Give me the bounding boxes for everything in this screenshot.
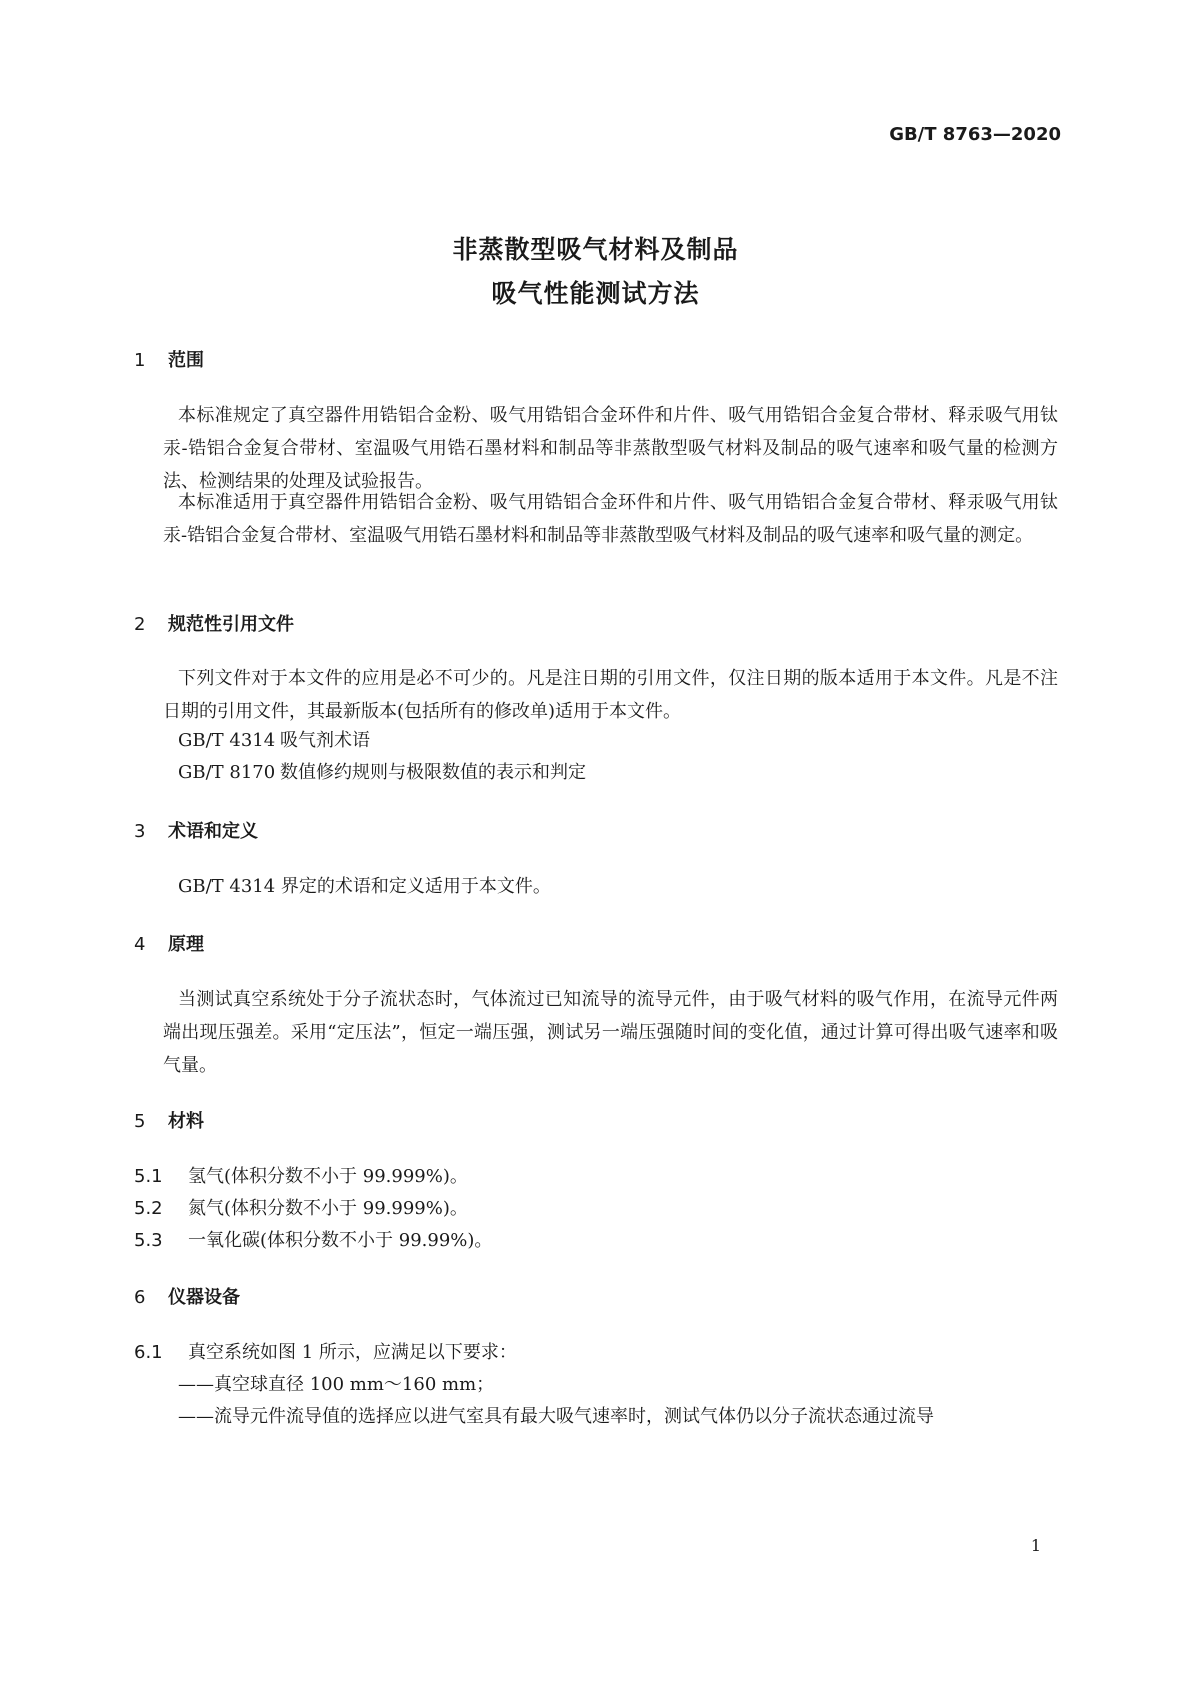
section-3-paragraph-1: GB/T 4314 界定的术语和定义适用于本文件。 [178, 876, 551, 897]
page-number: 1 [1030, 1536, 1041, 1555]
section-number: 5 [134, 1111, 146, 1132]
title-line-1: 非蒸散型吸气材料及制品 [452, 235, 739, 264]
requirement-dash-item: ——流导元件流导值的选择应以进气室具有最大吸气速率时，测试气体仍以分子流状态通过流导 [178, 1406, 934, 1427]
item-number: 5.2 [134, 1198, 163, 1219]
item-text: 真空系统如图 1 所示，应满足以下要求： [188, 1342, 517, 1363]
section-number: 3 [134, 821, 146, 842]
reference-title: 吸气剂术语 [280, 730, 370, 751]
section-title: 术语和定义 [168, 821, 258, 842]
section-3-heading [134, 817, 258, 843]
section-number: 1 [134, 350, 146, 371]
section-4-paragraph-1: 当测试真空系统处于分子流状态时，气体流过已知流导的流导元件，由于吸气材料的吸气作用，在流导元件两端出现压强差。采用“定压法”，恒定一端压强，测试另一端压强随时间的变化值，通过计算可得出吸气速率和吸气量。 [163, 989, 1058, 1076]
item-number: 5.3 [134, 1230, 163, 1251]
item-text: 一氧化碳(体积分数不小于 99.99%)。 [188, 1230, 493, 1251]
standard-number: GB/T 8763—2020 [889, 124, 1061, 145]
section-2-paragraph-1: 下列文件对于本文件的应用是必不可少的。凡是注日期的引用文件，仅注日期的版本适用于本文件。凡是不注日期的引用文件，其最新版本(包括所有的修改单)适用于本文件。 [163, 668, 1058, 722]
item-text: 氢气(体积分数不小于 99.999%)。 [188, 1166, 468, 1187]
equipment-item [134, 1338, 517, 1364]
reference-code: GB/T 4314 [178, 730, 276, 751]
item-text: 氮气(体积分数不小于 99.999%)。 [188, 1198, 468, 1219]
reference-title: 数值修约规则与极限数值的表示和判定 [280, 762, 586, 783]
section-number: 6 [134, 1287, 146, 1308]
reference-code: GB/T 8170 [178, 762, 276, 783]
section-number: 2 [134, 614, 146, 635]
section-title: 材料 [168, 1111, 204, 1132]
normative-reference [178, 726, 370, 752]
section-5-heading [134, 1107, 204, 1133]
section-1-paragraph-2: 本标准适用于真空器件用锆铝合金粉、吸气用锆铝合金环件和片件、吸气用锆铝合金复合带材、释汞吸气用钛汞-锆铝合金复合带材、室温吸气用锆石墨材料和制品等非蒸散型吸气材料及制品的吸气速率和吸气量的测定。 [163, 492, 1058, 546]
section-title: 原理 [168, 934, 204, 955]
section-title: 仪器设备 [168, 1287, 240, 1308]
item-number: 5.1 [134, 1166, 163, 1187]
material-item [134, 1162, 468, 1188]
normative-reference [178, 758, 586, 784]
title-line-2: 吸气性能测试方法 [491, 279, 700, 308]
section-4-heading [134, 930, 204, 956]
requirement-dash-item: ——真空球直径 100 mm～160 mm； [178, 1374, 495, 1395]
section-title: 范围 [168, 350, 204, 371]
material-item [134, 1194, 468, 1220]
document-title [0, 228, 1191, 316]
material-item [134, 1226, 492, 1252]
section-1-heading [134, 346, 204, 372]
section-1-paragraph-1: 本标准规定了真空器件用锆铝合金粉、吸气用锆铝合金环件和片件、吸气用锆铝合金复合带材、释汞吸气用钛汞-锆铝合金复合带材、室温吸气用锆石墨材料和制品等非蒸散型吸气材料及制品的吸气速率和吸气量的检测方法、检测结果的处理及试验报告。 [163, 405, 1058, 492]
section-2-heading [134, 610, 294, 636]
section-number: 4 [134, 934, 146, 955]
section-title: 规范性引用文件 [168, 614, 294, 635]
section-6-heading [134, 1283, 240, 1309]
item-number: 6.1 [134, 1342, 163, 1363]
